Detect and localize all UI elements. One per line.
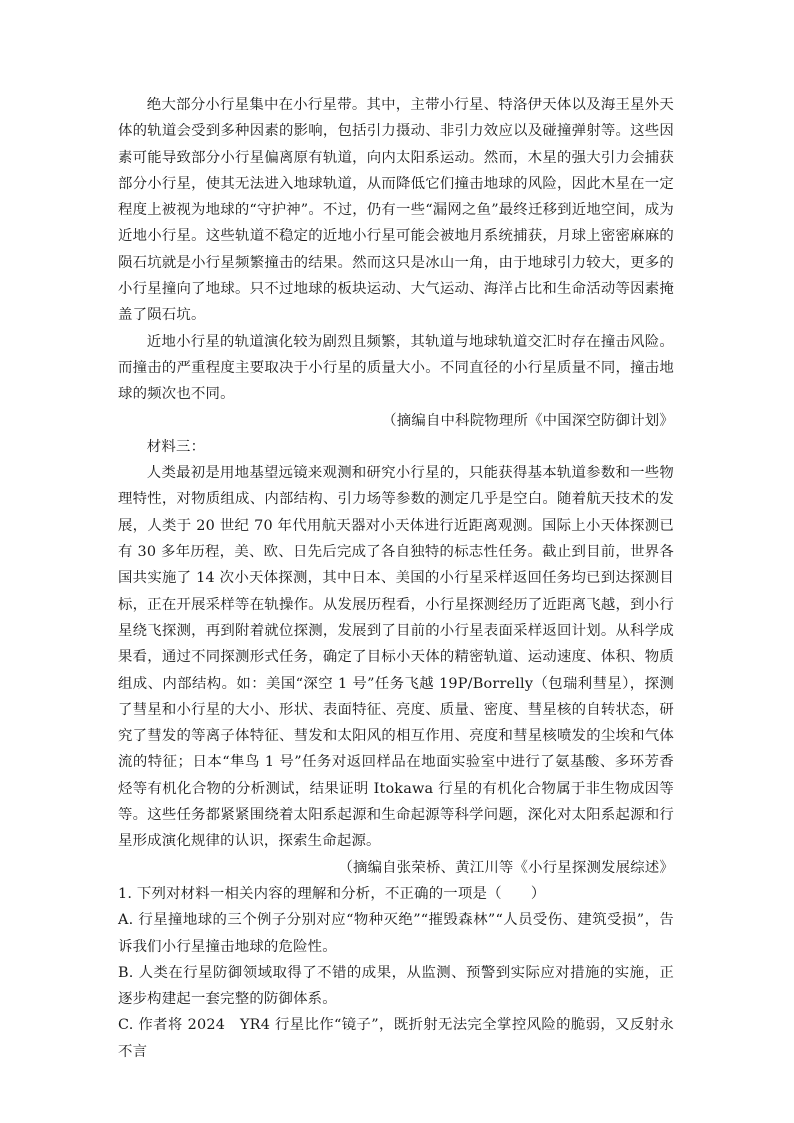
question-1-option-c: C. 作者将 2024 YR4 行星比作“镜子”，既折射无法完全掌控风险的脆弱，又反射永不言 (118, 1017, 674, 1060)
source-citation-3: （摘编自张荣桥、黄江川等《小行星探测发展综述》 (338, 859, 674, 876)
question-1-option-b: B. 人类在行星防御领域取得了不错的成果，从监测、预警到实际应对措施的实施，正逐步构建起一套完整的防御体系。 (118, 964, 674, 1008)
paragraph-orbit-evolution: 近地小行星的轨道演化较为剧烈且频繁，其轨道与地球轨道交汇时存在撞击风险。而撞击的严重程度主要取决于小行星的质量大小。不同直径的小行星质量不同，撞击地球的频次也不同。 (118, 333, 674, 403)
paragraph-asteroid-belt: 绝大部分小行星集中在小行星带。其中，主带小行星、特洛伊天体以及海王星外天体的轨道会受到多种因素的影响，包括引力摄动、非引力效应以及碰撞弹射等。这些因素可能导致部分小行星偏离原有轨道，向内太阳系运动。然而，木星的强大引力会捕获部分小行星，使其无法进入地球轨道，从而降低它们撞击地球的风险，因此木星在一定程度上被视为地球的“守护神”。不过，仍有一些“漏网之鱼”最终迁移到近地空间，成为近地小行星。这些轨道不稳定的近地小行星可能会被地月系统捕获，月球上密密麻麻的陨石坑就是小行星频繁撞击的结果。然而这只是冰山一角，由于地球引力较大，更多的小行星撞向了地球。只不过地球的板块运动、大气运动、海洋占比和生命活动等因素掩盖了陨石坑。 (118, 97, 674, 324)
question-1-stem: 1. 下列对材料一相关内容的理解和分析，不正确的一项是（ ） (118, 885, 546, 902)
paragraph-material-3: 人类最初是用地基望远镜来观测和研究小行星的，只能获得基本轨道参数和一些物理特性，对物质组成、内部结构、引力场等参数的测定几乎是空白。随着航天技术的发展，人类于 20 世纪 70 年代用航天器对小天体进行近距离观测。国际上小天体探测已有 30 多年历程，美、欧、日先后完成了各自独特的标志性任务。截止到目前，世界各国共实施了 14 次小天体探测，其中日本、美国的小行星采样返回任务均已到达探测目标，正在开展采样等在轨操作。从发展历程看，小行星探测经历了近距离飞越，到小行星绕飞探测，再到附着就位探测，发展到了目前的小行星表面采样返回计划。从科学成果看，通过不同探测形式任务，确定了目标小天体的精密轨道、运动速度、体积、物质组成、内部结构。如：美国“深空 1 号”任务飞越 19P/Borrelly（包瑞利彗星），探测了彗星和小行星的大小、形状、表面特征、亮度、质量、密度、彗星核的自转状态，研究了彗发的等离子体特征、彗发和太阳风的相互作用、亮度和彗星核喷发的尘埃和气体流的特征；日本“隼鸟 1 号”任务对返回样品在地面实验室中进行了氨基酸、多环芳香烃等有机化合物的分析测试，结果证明 Itokawa 行星的有机化合物属于非生物成因等等。这些任务都紧紧围绕着太阳系起源和生命起源等科学问题，深化对太阳系起源和行星形成演化规律的认识，探索生命起源。 (118, 465, 674, 850)
source-citation-2: （摘编自中科院物理所《中国深空防御计划》 (382, 412, 674, 429)
material-3-label: 材料三： (146, 438, 206, 455)
question-1-option-a: A. 行星撞地球的三个例子分别对应“物种灭绝”“摧毁森林”“人员受伤、建筑受损”，告诉我们小行星撞击地球的危险性。 (118, 912, 674, 955)
document-page (118, 92, 674, 1065)
